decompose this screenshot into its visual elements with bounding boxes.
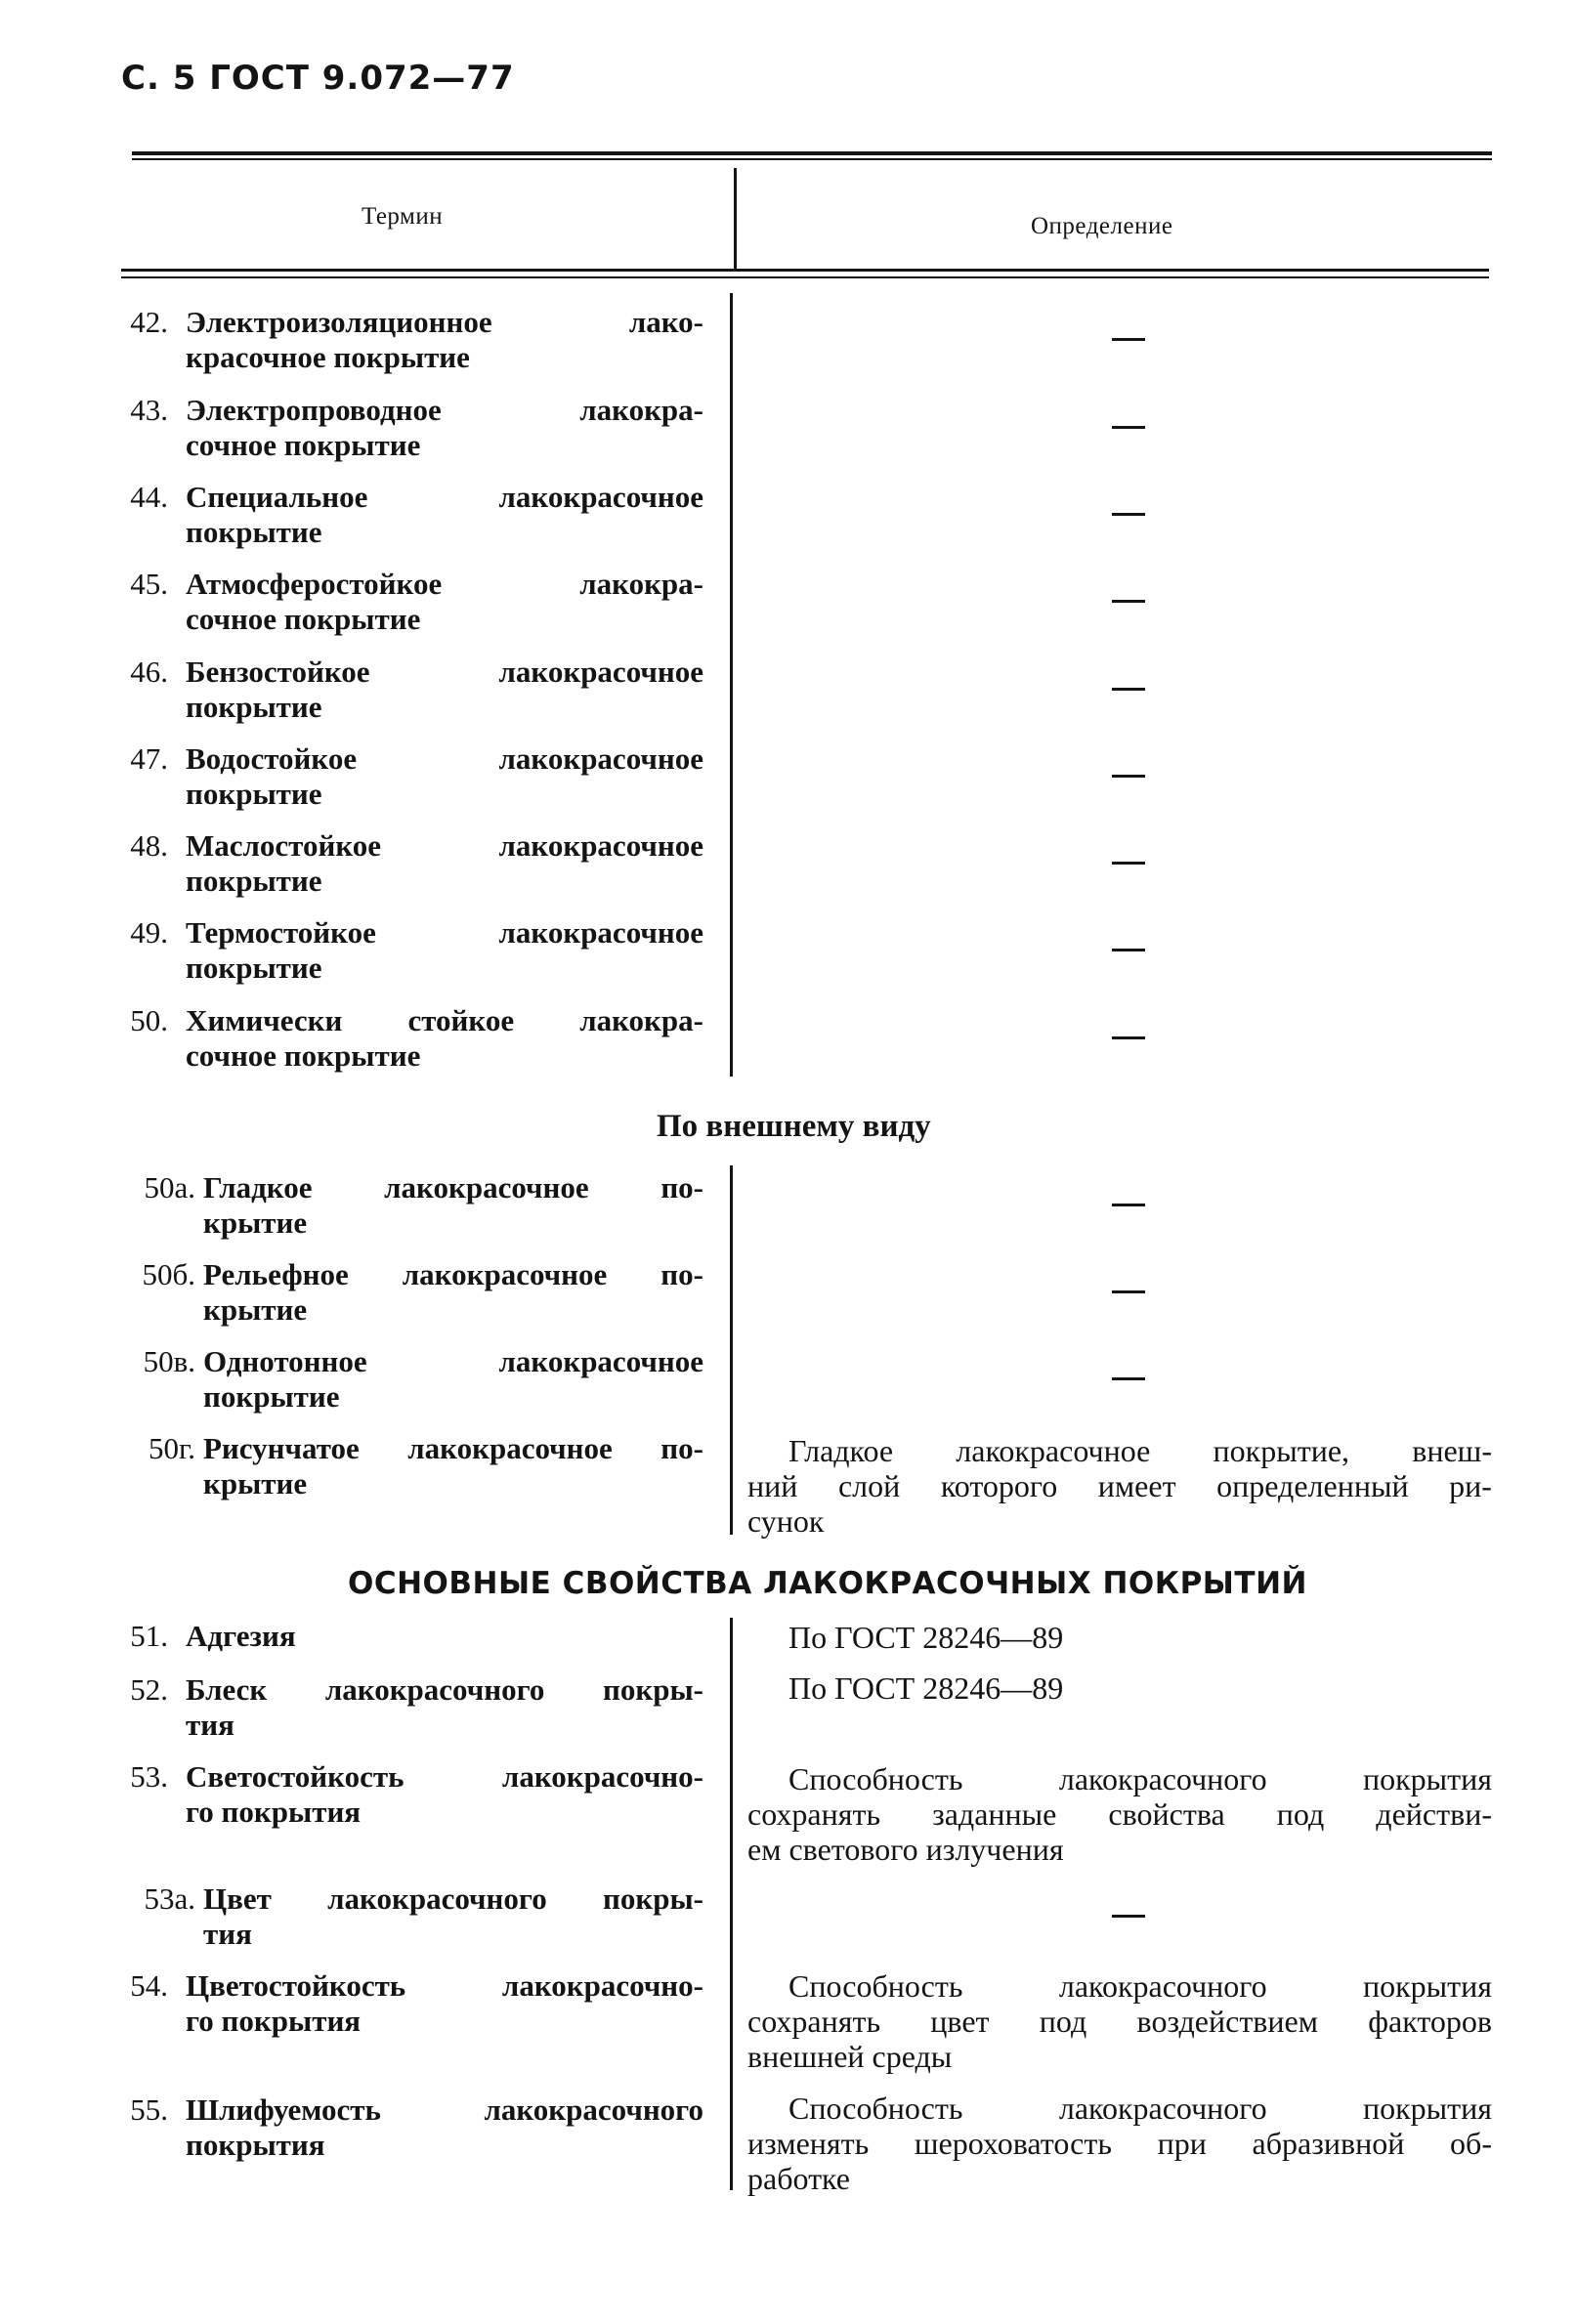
word: по- xyxy=(660,1431,703,1465)
definition-dash xyxy=(1112,1377,1145,1380)
word: при xyxy=(1157,2126,1207,2161)
word: Рисунчатое xyxy=(203,1431,360,1465)
term-text xyxy=(186,393,703,463)
definition-dash xyxy=(1112,338,1145,341)
definition-text xyxy=(747,2091,1492,2196)
term-line-2: покрытие xyxy=(186,864,322,898)
word: Цвет xyxy=(203,1881,272,1916)
column-divider-group3 xyxy=(730,1618,733,2190)
term-line-1 xyxy=(186,1003,703,1038)
term-line-1 xyxy=(203,1881,703,1917)
word: лакокрасочного xyxy=(484,2092,703,2127)
definition-line xyxy=(747,1832,1492,1867)
word: шероховатость xyxy=(914,2126,1112,2161)
term-text xyxy=(203,1257,703,1328)
word: Способность xyxy=(788,1968,963,2004)
word: покрытия xyxy=(1363,2091,1492,2126)
word: лакокрасочного xyxy=(1058,1761,1267,1796)
word: Специальное xyxy=(186,480,368,514)
definition-dash xyxy=(1112,1290,1145,1293)
term-text xyxy=(186,915,703,986)
word: Электропроводное xyxy=(186,393,442,427)
term-line-2: тия xyxy=(203,1917,252,1951)
definition-dash xyxy=(1112,600,1145,603)
term-number: 53а. xyxy=(144,1881,195,1916)
term-text xyxy=(186,1968,703,2039)
word: Электроизоляционное xyxy=(186,305,492,339)
term-line-1 xyxy=(186,741,703,777)
word: лакокрасочное xyxy=(498,741,703,776)
word: Однотонное xyxy=(203,1344,367,1378)
definition-line xyxy=(747,2161,1492,2196)
term-number: 50г. xyxy=(149,1431,195,1465)
word: воздействием xyxy=(1136,2004,1318,2039)
header-bottom-rule xyxy=(121,269,1489,272)
definition-text xyxy=(747,1670,1492,1706)
word: заданные xyxy=(932,1796,1057,1832)
term-text xyxy=(186,1672,703,1743)
word: покрытия xyxy=(1363,1761,1492,1796)
definition-dash xyxy=(1112,1036,1145,1039)
term-line-1 xyxy=(186,1968,703,2004)
word: По ГОСТ 28246—89 xyxy=(788,1620,1064,1655)
word: под xyxy=(1039,2004,1087,2039)
term-line-1 xyxy=(186,1759,703,1795)
term-number: 50. xyxy=(130,1003,168,1037)
term-line-2: покрытие xyxy=(186,951,322,985)
term-line-1 xyxy=(186,567,703,602)
word: лакокрасочно- xyxy=(501,1759,703,1794)
word: Светостойкость xyxy=(186,1759,405,1794)
table-top-rule-thin xyxy=(132,158,1492,160)
definition-text xyxy=(747,1620,1492,1655)
term-number: 50б. xyxy=(142,1257,195,1291)
word: сохранять xyxy=(747,2004,881,2039)
term-line-2: сочное покрытие xyxy=(186,1038,421,1073)
word: цвет xyxy=(930,2004,990,2039)
definition-line xyxy=(747,1468,1492,1503)
term-line-1 xyxy=(186,305,703,340)
word: Маслостойкое xyxy=(186,828,382,863)
word: Способность xyxy=(788,2091,963,2126)
word: Блеск xyxy=(186,1672,268,1707)
word: определенный xyxy=(1216,1468,1409,1503)
word: Адгезия xyxy=(186,1619,296,1653)
word: покрытие, xyxy=(1213,1433,1350,1468)
term-text xyxy=(186,741,703,812)
term-line-2: покрытие xyxy=(203,1379,340,1414)
term-text xyxy=(186,567,703,637)
word: внеш- xyxy=(1412,1433,1492,1468)
term-text xyxy=(186,480,703,550)
definition-dash xyxy=(1112,513,1145,516)
term-text xyxy=(186,2092,703,2163)
header-term: Термин xyxy=(362,203,444,230)
word: Гладкое xyxy=(788,1433,894,1468)
term-number: 42. xyxy=(130,305,168,339)
term-line-2: покрытие xyxy=(186,515,322,549)
definition-line xyxy=(747,2039,1492,2074)
word: изменять xyxy=(747,2126,870,2161)
definition-text xyxy=(747,1968,1492,2074)
term-number: 50в. xyxy=(143,1344,195,1378)
term-number: 43. xyxy=(130,393,168,427)
term-line-1 xyxy=(203,1344,703,1379)
term-number: 52. xyxy=(130,1672,168,1707)
word: лакокрасочное xyxy=(498,480,703,514)
term-line-2: покрытия xyxy=(186,2128,325,2162)
definition-line xyxy=(747,1670,1492,1706)
term-number: 47. xyxy=(130,741,168,776)
term-text xyxy=(186,1003,703,1074)
term-text xyxy=(186,828,703,899)
word: Термостойкое xyxy=(186,915,376,950)
term-text xyxy=(203,1881,703,1952)
word: по- xyxy=(660,1170,703,1204)
word: лакокрасочное xyxy=(498,828,703,863)
definition-dash xyxy=(1112,862,1145,865)
word: Химически xyxy=(186,1003,343,1037)
term-line-2: го покрытия xyxy=(186,1795,362,1829)
word: ри- xyxy=(1449,1468,1492,1503)
word: лакокра- xyxy=(579,393,703,427)
header-bottom-rule-2 xyxy=(121,276,1489,278)
word: ний xyxy=(747,1468,798,1503)
word: Шлифуемость xyxy=(186,2092,381,2127)
definition-line xyxy=(747,2004,1492,2039)
column-divider-group2 xyxy=(730,1165,733,1535)
word: лакокрасочное xyxy=(407,1431,613,1465)
definition-line xyxy=(747,2091,1492,2126)
word: действи- xyxy=(1376,1796,1492,1832)
word: лакокра- xyxy=(579,1003,703,1037)
word: лакокра- xyxy=(579,567,703,601)
word: лакокрасочное xyxy=(498,655,703,689)
definition-text xyxy=(747,1433,1492,1539)
term-number: 51. xyxy=(130,1619,168,1653)
definition-dash xyxy=(1112,688,1145,691)
word: лакокрасочное xyxy=(498,915,703,950)
word: лакокрасочно- xyxy=(501,1968,703,2003)
term-line-1 xyxy=(186,480,703,515)
word: внешней среды xyxy=(747,2039,953,2074)
word: имеет xyxy=(1097,1468,1176,1503)
term-line-1 xyxy=(186,2092,703,2128)
term-text xyxy=(203,1170,703,1241)
word: Бензостойкое xyxy=(186,655,370,689)
term-line-2: покрытие xyxy=(186,777,322,811)
word: лакокрасочное xyxy=(956,1433,1151,1468)
definition-dash xyxy=(1112,775,1145,778)
term-number: 50а. xyxy=(144,1170,195,1204)
word: покры- xyxy=(603,1881,703,1916)
term-line-1 xyxy=(186,915,703,951)
word: Цветостойкость xyxy=(186,1968,406,2003)
word: сунок xyxy=(747,1503,825,1539)
definition-line xyxy=(747,1968,1492,2004)
word: стойкое xyxy=(407,1003,515,1037)
term-line-1 xyxy=(203,1431,703,1466)
term-line-1 xyxy=(186,1619,703,1654)
word: покры- xyxy=(603,1672,703,1707)
word: лако- xyxy=(628,305,703,339)
definition-text xyxy=(747,1761,1492,1867)
definition-line xyxy=(747,1503,1492,1539)
definition-line xyxy=(747,1761,1492,1796)
term-line-2: сочное покрытие xyxy=(186,602,421,636)
term-number: 48. xyxy=(130,828,168,863)
word: По ГОСТ 28246—89 xyxy=(788,1670,1064,1706)
word: об- xyxy=(1450,2126,1492,2161)
word: лакокрасочное xyxy=(498,1344,703,1378)
term-line-1 xyxy=(203,1257,703,1292)
term-text xyxy=(186,1619,703,1654)
definition-dash xyxy=(1112,1204,1145,1206)
term-text xyxy=(203,1431,703,1501)
word: свойства xyxy=(1108,1796,1225,1832)
term-number: 49. xyxy=(130,915,168,950)
word: под xyxy=(1276,1796,1325,1832)
term-line-1 xyxy=(186,1672,703,1708)
definition-line xyxy=(747,1796,1492,1832)
term-line-2: крытие xyxy=(203,1205,308,1240)
word: лакокрасочного xyxy=(327,1881,547,1916)
term-number: 53. xyxy=(130,1759,168,1794)
page-header: С. 5 ГОСТ 9.072—77 xyxy=(121,59,515,98)
word: работке xyxy=(747,2161,850,2196)
term-text xyxy=(186,305,703,375)
definition-dash xyxy=(1112,1915,1145,1918)
table-top-rule xyxy=(132,151,1492,155)
word: которого xyxy=(940,1468,1058,1503)
term-number: 44. xyxy=(130,480,168,514)
term-line-2: сочное покрытие xyxy=(186,428,421,462)
term-line-2: крытие xyxy=(203,1292,308,1327)
header-definition: Определение xyxy=(1031,213,1173,239)
column-divider-group1 xyxy=(730,293,733,1077)
word: Водостойкое xyxy=(186,741,358,776)
word: Способность xyxy=(788,1761,963,1796)
term-number: 45. xyxy=(130,567,168,601)
word: лакокрасочное xyxy=(384,1170,589,1204)
term-line-2: тия xyxy=(186,1708,234,1742)
word: сохранять xyxy=(747,1796,881,1832)
definition-dash xyxy=(1112,949,1145,951)
definition-line xyxy=(747,1433,1492,1468)
definition-line xyxy=(747,2126,1492,2161)
word: лакокрасочного xyxy=(324,1672,545,1707)
word: покрытия xyxy=(1363,1968,1492,2004)
term-line-2: крытие xyxy=(203,1466,308,1500)
term-line-1 xyxy=(186,828,703,864)
word: по- xyxy=(660,1257,703,1291)
term-line-1 xyxy=(186,393,703,428)
word: ем светового излучения xyxy=(747,1832,1064,1867)
word: лакокрасочного xyxy=(1058,2091,1267,2126)
word: Рельефное xyxy=(203,1257,349,1291)
word: абразивной xyxy=(1252,2126,1405,2161)
term-line-2: покрытие xyxy=(186,690,322,724)
section-title-appearance: По внешнему виду xyxy=(657,1109,931,1144)
term-line-2: красочное покрытие xyxy=(186,340,470,374)
definition-dash xyxy=(1112,426,1145,429)
section-title-main-properties: ОСНОВНЫЕ СВОЙСТВА ЛАКОКРАСОЧНЫХ ПОКРЫТИЙ xyxy=(348,1566,1307,1601)
term-number: 46. xyxy=(130,655,168,689)
header-column-divider xyxy=(734,168,737,270)
term-text xyxy=(186,655,703,725)
word: лакокрасочного xyxy=(1058,1968,1267,2004)
word: Атмосферостойкое xyxy=(186,567,443,601)
term-line-1 xyxy=(203,1170,703,1205)
word: факторов xyxy=(1368,2004,1492,2039)
term-line-1 xyxy=(186,655,703,690)
word: Гладкое xyxy=(203,1170,313,1204)
word: слой xyxy=(837,1468,901,1503)
term-text xyxy=(186,1759,703,1830)
term-number: 55. xyxy=(130,2092,168,2127)
definition-line xyxy=(747,1620,1492,1655)
term-number: 54. xyxy=(130,1968,168,2003)
word: лакокрасочное xyxy=(402,1257,608,1291)
term-line-2: го покрытия xyxy=(186,2004,362,2038)
term-text xyxy=(203,1344,703,1415)
